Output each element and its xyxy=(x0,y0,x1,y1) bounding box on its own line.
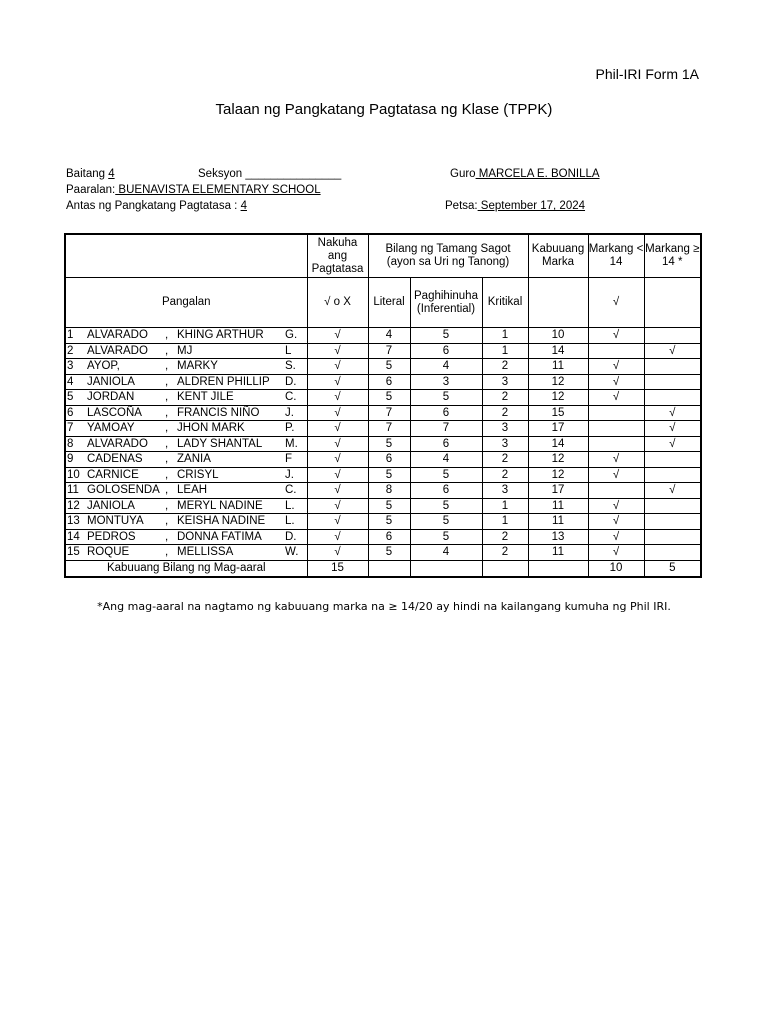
assessment-taken-cell: √ xyxy=(307,421,368,437)
first-name: LADY SHANTAL xyxy=(177,437,263,450)
student-name-cell xyxy=(65,467,307,483)
student-name-cell xyxy=(65,405,307,421)
at-least-14-cell xyxy=(644,498,701,514)
header-kabuuang: Kabuuang Marka xyxy=(528,234,588,278)
name-separator: , xyxy=(165,453,169,466)
at-least-14-cell xyxy=(644,359,701,375)
row-number: 2 xyxy=(67,344,74,357)
middle-initial: J. xyxy=(285,468,294,481)
totals-high: 5 xyxy=(644,560,701,577)
kritikal-cell: 2 xyxy=(482,359,528,375)
literal-cell: 5 xyxy=(368,359,410,375)
seksyon-value: _______________ xyxy=(245,168,342,180)
inferential-cell: 4 xyxy=(410,545,482,561)
student-name-cell xyxy=(65,343,307,359)
last-name: JANIOLA xyxy=(87,499,135,512)
inferential-cell: 7 xyxy=(410,421,482,437)
name-separator: , xyxy=(165,546,169,559)
total-score-cell: 12 xyxy=(528,390,588,406)
inferential-cell: 6 xyxy=(410,405,482,421)
totals-row xyxy=(65,560,701,577)
kritikal-cell: 3 xyxy=(482,421,528,437)
kritikal-cell: 3 xyxy=(482,483,528,499)
total-score-cell: 13 xyxy=(528,529,588,545)
header-check: √ xyxy=(588,278,644,328)
inferential-cell: 6 xyxy=(410,436,482,452)
guro-value: MARCELA E. BONILLA xyxy=(475,168,600,180)
last-name: CARNICE xyxy=(87,468,139,481)
total-score-cell: 17 xyxy=(528,421,588,437)
literal-cell: 5 xyxy=(368,467,410,483)
last-name: ROQUE xyxy=(87,546,130,559)
table-row xyxy=(65,514,701,530)
name-separator: , xyxy=(165,515,169,528)
total-score-cell: 17 xyxy=(528,483,588,499)
middle-initial: D. xyxy=(285,530,297,543)
table-row xyxy=(65,529,701,545)
literal-cell: 5 xyxy=(368,436,410,452)
tppk-table xyxy=(64,233,702,578)
literal-cell: 5 xyxy=(368,498,410,514)
student-name-cell xyxy=(65,359,307,375)
totals-label: Kabuuang Bilang ng Mag-aaral xyxy=(65,560,307,577)
student-name-cell xyxy=(65,328,307,344)
literal-cell: 6 xyxy=(368,374,410,390)
total-score-cell: 15 xyxy=(528,405,588,421)
header-pangalan: Pangalan xyxy=(65,278,307,328)
table-row xyxy=(65,483,701,499)
name-separator: , xyxy=(165,468,169,481)
kritikal-cell: 2 xyxy=(482,467,528,483)
inferential-cell: 3 xyxy=(410,374,482,390)
header-row-1 xyxy=(65,234,701,278)
below-14-cell: √ xyxy=(588,374,644,390)
guro-label: Guro xyxy=(450,168,476,180)
assessment-taken-cell: √ xyxy=(307,343,368,359)
header-blank xyxy=(65,234,307,278)
literal-cell: 5 xyxy=(368,545,410,561)
below-14-cell xyxy=(588,421,644,437)
assessment-taken-cell: √ xyxy=(307,374,368,390)
below-14-cell: √ xyxy=(588,390,644,406)
assessment-taken-cell: √ xyxy=(307,452,368,468)
student-name-cell xyxy=(65,436,307,452)
kritikal-cell: 1 xyxy=(482,498,528,514)
kritikal-cell: 3 xyxy=(482,436,528,452)
header-markang-high: Markang ≥ 14 * xyxy=(644,234,701,278)
kritikal-cell: 1 xyxy=(482,514,528,530)
middle-initial: P. xyxy=(285,422,295,435)
inferential-cell: 5 xyxy=(410,390,482,406)
table-row xyxy=(65,452,701,468)
first-name: MJ xyxy=(177,344,193,357)
guro-field xyxy=(450,168,600,180)
last-name: AYOP, xyxy=(87,360,120,373)
page-title: Talaan ng Pangkatang Pagtatasa ng Klase (TPPK) xyxy=(215,101,553,118)
assessment-taken-cell: √ xyxy=(307,390,368,406)
row-number: 13 xyxy=(67,515,80,528)
header-kabuuang-blank xyxy=(528,278,588,328)
paaralan-field xyxy=(66,184,321,196)
inferential-cell: 4 xyxy=(410,359,482,375)
at-least-14-cell: √ xyxy=(644,436,701,452)
first-name: KHING ARTHUR xyxy=(177,329,264,342)
name-separator: , xyxy=(165,422,169,435)
row-number: 9 xyxy=(67,453,74,466)
first-name: CRISYL xyxy=(177,468,219,481)
below-14-cell xyxy=(588,436,644,452)
table-row xyxy=(65,467,701,483)
at-least-14-cell xyxy=(644,467,701,483)
row-number: 11 xyxy=(67,484,79,497)
kritikal-cell: 1 xyxy=(482,328,528,344)
middle-initial: L. xyxy=(285,515,295,528)
row-number: 7 xyxy=(67,422,74,435)
at-least-14-cell xyxy=(644,374,701,390)
student-name-cell xyxy=(65,374,307,390)
below-14-cell xyxy=(588,343,644,359)
assessment-taken-cell: √ xyxy=(307,467,368,483)
table-row xyxy=(65,421,701,437)
assessment-taken-cell: √ xyxy=(307,545,368,561)
first-name: MARKY xyxy=(177,360,218,373)
inferential-cell: 4 xyxy=(410,452,482,468)
below-14-cell: √ xyxy=(588,498,644,514)
total-score-cell: 14 xyxy=(528,343,588,359)
row-number: 5 xyxy=(67,391,74,404)
last-name: LASCOÑA xyxy=(87,406,142,419)
below-14-cell: √ xyxy=(588,514,644,530)
last-name: ALVARADO xyxy=(87,437,148,450)
kritikal-cell: 2 xyxy=(482,452,528,468)
last-name: ALVARADO xyxy=(87,329,148,342)
row-number: 6 xyxy=(67,406,74,419)
table-row xyxy=(65,545,701,561)
header-markang-low: Markang < 14 xyxy=(588,234,644,278)
row-number: 3 xyxy=(67,360,74,373)
student-name-cell xyxy=(65,514,307,530)
total-score-cell: 12 xyxy=(528,467,588,483)
kritikal-cell: 2 xyxy=(482,405,528,421)
paaralan-label: Paaralan: xyxy=(66,184,116,196)
student-name-cell xyxy=(65,483,307,499)
below-14-cell: √ xyxy=(588,467,644,483)
last-name: PEDROS xyxy=(87,530,136,543)
first-name: FRANCIS NIÑO xyxy=(177,406,260,419)
name-separator: , xyxy=(165,344,169,357)
total-score-cell: 11 xyxy=(528,545,588,561)
assessment-taken-cell: √ xyxy=(307,328,368,344)
total-score-cell: 12 xyxy=(528,452,588,468)
inferential-cell: 5 xyxy=(410,467,482,483)
totals-blank-kritikal xyxy=(482,560,528,577)
totals-low: 10 xyxy=(588,560,644,577)
middle-initial: C. xyxy=(285,391,297,404)
footnote: *Ang mag-aaral na nagtamo ng kabuuang marka na ≥ 14/20 ay hindi na kailangang kumuha ng Phil IRI. xyxy=(97,600,671,613)
at-least-14-cell xyxy=(644,328,701,344)
header-row-2 xyxy=(65,278,701,328)
middle-initial: J. xyxy=(285,406,294,419)
name-separator: , xyxy=(165,484,169,497)
totals-nakuha: 15 xyxy=(307,560,368,577)
first-name: MELLISSA xyxy=(177,546,234,559)
kritikal-cell: 2 xyxy=(482,529,528,545)
literal-cell: 5 xyxy=(368,390,410,406)
literal-cell: 7 xyxy=(368,421,410,437)
student-name-cell xyxy=(65,452,307,468)
below-14-cell: √ xyxy=(588,529,644,545)
literal-cell: 4 xyxy=(368,328,410,344)
first-name: ALDREN PHILLIP xyxy=(177,375,270,388)
first-name: ZANIA xyxy=(177,453,211,466)
first-name: MERYL NADINE xyxy=(177,499,263,512)
name-separator: , xyxy=(165,437,169,450)
literal-cell: 6 xyxy=(368,529,410,545)
table-row xyxy=(65,328,701,344)
at-least-14-cell: √ xyxy=(644,421,701,437)
assessment-taken-cell: √ xyxy=(307,405,368,421)
total-score-cell: 11 xyxy=(528,359,588,375)
first-name: LEAH xyxy=(177,484,208,497)
name-separator: , xyxy=(165,375,169,388)
total-score-cell: 10 xyxy=(528,328,588,344)
petsa-value: September 17, 2024 xyxy=(477,200,586,212)
at-least-14-cell xyxy=(644,514,701,530)
literal-cell: 8 xyxy=(368,483,410,499)
table-row xyxy=(65,343,701,359)
paaralan-value: BUENAVISTA ELEMENTARY SCHOOL xyxy=(115,184,321,196)
assessment-taken-cell: √ xyxy=(307,498,368,514)
last-name: JORDAN xyxy=(87,391,135,404)
inferential-cell: 6 xyxy=(410,483,482,499)
below-14-cell xyxy=(588,483,644,499)
middle-initial: G. xyxy=(285,329,298,342)
header-high-blank xyxy=(644,278,701,328)
totals-blank-literal xyxy=(368,560,410,577)
last-name: ALVARADO xyxy=(87,344,148,357)
seksyon-label: Seksyon xyxy=(198,168,243,180)
student-name-cell xyxy=(65,529,307,545)
literal-cell: 5 xyxy=(368,514,410,530)
antas-field xyxy=(66,200,247,212)
first-name: JHON MARK xyxy=(177,422,245,435)
below-14-cell: √ xyxy=(588,452,644,468)
baitang-value: 4 xyxy=(108,168,115,180)
literal-cell: 7 xyxy=(368,343,410,359)
below-14-cell xyxy=(588,405,644,421)
assessment-taken-cell: √ xyxy=(307,359,368,375)
table-row xyxy=(65,436,701,452)
kritikal-cell: 2 xyxy=(482,390,528,406)
totals-blank-total xyxy=(528,560,588,577)
assessment-taken-cell: √ xyxy=(307,436,368,452)
kritikal-cell: 1 xyxy=(482,343,528,359)
middle-initial: D. xyxy=(285,375,297,388)
header-bilang: Bilang ng Tamang Sagot (ayon sa Uri ng Tanong) xyxy=(368,234,528,278)
total-score-cell: 11 xyxy=(528,514,588,530)
header-kritikal: Kritikal xyxy=(482,278,528,328)
first-name: KENT JILE xyxy=(177,391,234,404)
name-separator: , xyxy=(165,499,169,512)
literal-cell: 6 xyxy=(368,452,410,468)
student-name-cell xyxy=(65,545,307,561)
student-name-cell xyxy=(65,498,307,514)
kritikal-cell: 2 xyxy=(482,545,528,561)
at-least-14-cell: √ xyxy=(644,483,701,499)
row-number: 15 xyxy=(67,546,80,559)
table-row xyxy=(65,359,701,375)
name-separator: , xyxy=(165,360,169,373)
at-least-14-cell xyxy=(644,390,701,406)
assessment-taken-cell: √ xyxy=(307,514,368,530)
row-number: 8 xyxy=(67,437,74,450)
header-literal: Literal xyxy=(368,278,410,328)
header-vox: √ o X xyxy=(307,278,368,328)
at-least-14-cell xyxy=(644,545,701,561)
inferential-cell: 5 xyxy=(410,498,482,514)
inferential-cell: 5 xyxy=(410,328,482,344)
form-id: Phil-IRI Form 1A xyxy=(595,66,699,82)
at-least-14-cell: √ xyxy=(644,343,701,359)
baitang-label: Baitang xyxy=(66,168,106,180)
last-name: JANIOLA xyxy=(87,375,135,388)
seksyon-field xyxy=(198,168,341,180)
kritikal-cell: 3 xyxy=(482,374,528,390)
table-row xyxy=(65,390,701,406)
table-row xyxy=(65,498,701,514)
name-separator: , xyxy=(165,329,169,342)
name-separator: , xyxy=(165,530,169,543)
total-score-cell: 11 xyxy=(528,498,588,514)
table-row xyxy=(65,374,701,390)
middle-initial: M. xyxy=(285,437,298,450)
inferential-cell: 5 xyxy=(410,514,482,530)
row-number: 12 xyxy=(67,499,80,512)
name-separator: , xyxy=(165,406,169,419)
middle-initial: S. xyxy=(285,360,296,373)
row-number: 4 xyxy=(67,375,74,388)
total-score-cell: 12 xyxy=(528,374,588,390)
middle-initial: W. xyxy=(285,546,299,559)
at-least-14-cell: √ xyxy=(644,405,701,421)
middle-initial: F xyxy=(285,453,293,466)
last-name: MONTUYA xyxy=(87,515,144,528)
name-separator: , xyxy=(165,391,169,404)
baitang-field xyxy=(66,168,115,180)
inferential-cell: 6 xyxy=(410,343,482,359)
first-name: KEISHA NADINE xyxy=(177,515,266,528)
assessment-taken-cell: √ xyxy=(307,483,368,499)
petsa-field xyxy=(445,200,585,212)
row-number: 1 xyxy=(67,329,74,342)
middle-initial: L. xyxy=(285,499,295,512)
header-paghihinuha: Paghihinuha (Inferential) xyxy=(410,278,482,328)
row-number: 14 xyxy=(67,530,80,543)
below-14-cell: √ xyxy=(588,545,644,561)
literal-cell: 7 xyxy=(368,405,410,421)
table-row xyxy=(65,405,701,421)
last-name: YAMOAY xyxy=(87,422,135,435)
inferential-cell: 5 xyxy=(410,529,482,545)
student-name-cell xyxy=(65,421,307,437)
first-name: DONNA FATIMA xyxy=(177,530,262,543)
row-number: 10 xyxy=(67,468,80,481)
student-name-cell xyxy=(65,390,307,406)
petsa-label: Petsa: xyxy=(445,200,478,212)
at-least-14-cell xyxy=(644,529,701,545)
header-nakuha: Nakuha ang Pagtatasa xyxy=(307,234,368,278)
antas-label: Antas ng Pangkatang Pagtatasa : xyxy=(66,200,238,212)
assessment-taken-cell: √ xyxy=(307,529,368,545)
total-score-cell: 14 xyxy=(528,436,588,452)
antas-value: 4 xyxy=(240,200,247,212)
totals-blank-inferential xyxy=(410,560,482,577)
last-name: CADENAS xyxy=(87,453,143,466)
middle-initial: L xyxy=(285,344,292,357)
at-least-14-cell xyxy=(644,452,701,468)
last-name: GOLOSENDA xyxy=(87,484,160,497)
below-14-cell: √ xyxy=(588,328,644,344)
below-14-cell: √ xyxy=(588,359,644,375)
middle-initial: C. xyxy=(285,484,297,497)
